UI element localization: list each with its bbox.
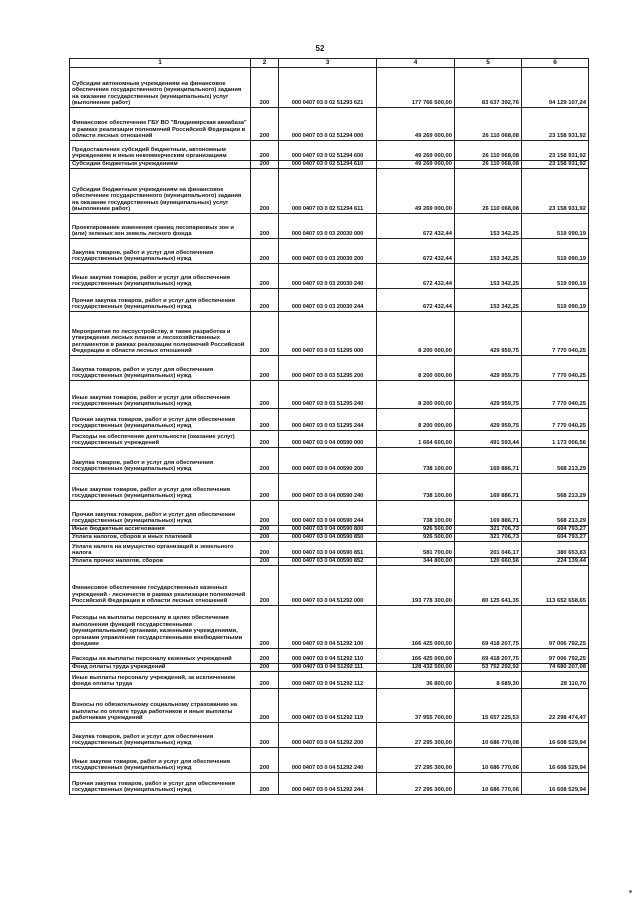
table-row bbox=[70, 649, 589, 664]
row-budget-code: 000 0407 03 0 04 00590 850 bbox=[279, 534, 377, 542]
row-budget-code: 000 0407 03 0 03 51295 000 bbox=[279, 312, 377, 356]
row-approved-amount: 8 200 000,00 bbox=[377, 312, 455, 356]
row-remaining-amount: 23 158 931,92 bbox=[522, 108, 589, 141]
table-row bbox=[70, 108, 589, 141]
row-executed-amount: 429 959,75 bbox=[455, 356, 522, 381]
row-name: Закупка товаров, работ и услуг для обеспечения государственных (муниципальных) нужд bbox=[70, 356, 251, 381]
row-remaining-amount: 22 298 474,47 bbox=[522, 689, 589, 723]
table-row bbox=[70, 558, 589, 566]
row-budget-code: 000 0407 03 0 03 20030 244 bbox=[279, 289, 377, 312]
row-name: Иные бюджетные ассигнования bbox=[70, 526, 251, 534]
row-name: Прочая закупка товаров, работ и услуг для обеспечения государственных (муниципальных) нужд bbox=[70, 501, 251, 526]
row-line-code: 200 bbox=[251, 312, 279, 356]
row-line-code: 200 bbox=[251, 664, 279, 672]
row-executed-amount: 69 418 207,75 bbox=[455, 649, 522, 664]
row-approved-amount: 177 766 500,00 bbox=[377, 68, 455, 108]
row-remaining-amount: 604 793,27 bbox=[522, 534, 589, 542]
table-row bbox=[70, 534, 589, 542]
row-remaining-amount: 74 680 207,08 bbox=[522, 664, 589, 672]
row-budget-code: 000 0407 03 0 04 51292 119 bbox=[279, 689, 377, 723]
row-approved-amount: 27 295 300,00 bbox=[377, 723, 455, 748]
row-approved-amount: 1 664 600,00 bbox=[377, 431, 455, 448]
row-executed-amount: 26 110 068,08 bbox=[455, 161, 522, 169]
row-remaining-amount: 568 213,29 bbox=[522, 501, 589, 526]
row-name: Прочая закупка товаров, работ и услуг для обеспечения государственных (муниципальных) нужд bbox=[70, 409, 251, 431]
row-name: Иные закупки товаров, работ и услуг для обеспечения государственных (муниципальных) нужд bbox=[70, 264, 251, 289]
table-row bbox=[70, 356, 589, 381]
row-line-code: 200 bbox=[251, 141, 279, 161]
row-approved-amount: 738 100,00 bbox=[377, 501, 455, 526]
row-name: Иные закупки товаров, работ и услуг для обеспечения государственных (муниципальных) нужд bbox=[70, 381, 251, 409]
row-approved-amount: 672 432,44 bbox=[377, 214, 455, 239]
row-budget-code: 000 0407 03 0 02 51294 000 bbox=[279, 108, 377, 141]
row-budget-code: 000 0407 03 0 04 51292 112 bbox=[279, 672, 377, 689]
row-executed-amount: 8 689,30 bbox=[455, 672, 522, 689]
row-remaining-amount: 519 090,19 bbox=[522, 289, 589, 312]
row-budget-code: 000 0407 03 0 04 51292 200 bbox=[279, 723, 377, 748]
row-line-code: 200 bbox=[251, 649, 279, 664]
row-executed-amount: 201 046,17 bbox=[455, 542, 522, 558]
row-approved-amount: 36 800,00 bbox=[377, 672, 455, 689]
table-row bbox=[70, 264, 589, 289]
table-header-row bbox=[70, 59, 589, 68]
row-remaining-amount: 23 158 931,92 bbox=[522, 141, 589, 161]
row-executed-amount: 80 125 641,35 bbox=[455, 566, 522, 606]
row-budget-code: 000 0407 03 0 03 51295 244 bbox=[279, 409, 377, 431]
row-executed-amount: 169 886,71 bbox=[455, 474, 522, 501]
row-executed-amount: 53 752 292,92 bbox=[455, 664, 522, 672]
row-remaining-amount: 7 770 040,25 bbox=[522, 381, 589, 409]
row-remaining-amount: 224 139,44 bbox=[522, 558, 589, 566]
row-remaining-amount: 7 770 040,25 bbox=[522, 409, 589, 431]
row-executed-amount: 10 686 770,08 bbox=[455, 723, 522, 748]
row-remaining-amount: 94 129 107,24 bbox=[522, 68, 589, 108]
table-row bbox=[70, 141, 589, 161]
row-line-code: 200 bbox=[251, 672, 279, 689]
row-budget-code: 000 0407 03 0 02 51293 621 bbox=[279, 68, 377, 108]
row-name: Иные закупки товаров, работ и услуг для обеспечения государственных (муниципальных) нужд bbox=[70, 474, 251, 501]
table-row bbox=[70, 542, 589, 558]
table-row bbox=[70, 289, 589, 312]
row-approved-amount: 128 432 500,00 bbox=[377, 664, 455, 672]
row-name: Расходы на обеспечение деятельности (оказание услуг) государственных учреждений bbox=[70, 431, 251, 448]
header-col-5: 5 bbox=[455, 59, 522, 68]
row-line-code: 200 bbox=[251, 108, 279, 141]
row-line-code: 200 bbox=[251, 526, 279, 534]
row-line-code: 200 bbox=[251, 169, 279, 214]
row-line-code: 200 bbox=[251, 773, 279, 795]
row-line-code: 200 bbox=[251, 474, 279, 501]
row-name: Субсидии автономным учреждениям на финансовое обеспечение государственного (муниципального) задания на оказание государственных (муниципальных) услуг (выполнение работ) bbox=[70, 68, 251, 108]
header-col-4: 4 bbox=[377, 59, 455, 68]
row-approved-amount: 49 269 000,00 bbox=[377, 141, 455, 161]
row-line-code: 200 bbox=[251, 214, 279, 239]
table-row bbox=[70, 381, 589, 409]
row-executed-amount: 321 706,73 bbox=[455, 526, 522, 534]
row-executed-amount: 429 959,75 bbox=[455, 312, 522, 356]
table-row bbox=[70, 748, 589, 773]
row-approved-amount: 37 955 700,00 bbox=[377, 689, 455, 723]
row-approved-amount: 738 100,00 bbox=[377, 474, 455, 501]
table-row bbox=[70, 169, 589, 214]
row-name: Финансовое обеспечение государственных казенных учреждений - лесничеств в рамках реализации полномочий Российской Федерации в области лесных отношений bbox=[70, 566, 251, 606]
row-executed-amount: 491 593,44 bbox=[455, 431, 522, 448]
row-executed-amount: 120 660,56 bbox=[455, 558, 522, 566]
row-name: Проектирование изменения границ лесопарковых зон и (или) зеленых зон земель лесного фонда bbox=[70, 214, 251, 239]
row-approved-amount: 738 100,00 bbox=[377, 448, 455, 474]
row-line-code: 200 bbox=[251, 542, 279, 558]
row-remaining-amount: 16 608 529,94 bbox=[522, 723, 589, 748]
row-approved-amount: 8 200 000,00 bbox=[377, 356, 455, 381]
row-budget-code: 000 0407 03 0 04 00590 240 bbox=[279, 474, 377, 501]
row-approved-amount: 926 500,00 bbox=[377, 526, 455, 534]
row-executed-amount: 153 342,25 bbox=[455, 264, 522, 289]
header-col-6: 6 bbox=[522, 59, 589, 68]
row-executed-amount: 10 686 770,06 bbox=[455, 748, 522, 773]
row-name: Прочая закупка товаров, работ и услуг для обеспечения государственных (муниципальных) нужд bbox=[70, 289, 251, 312]
row-remaining-amount: 113 652 658,65 bbox=[522, 566, 589, 606]
row-line-code: 200 bbox=[251, 723, 279, 748]
scan-dot bbox=[629, 890, 632, 893]
row-remaining-amount: 16 608 529,94 bbox=[522, 773, 589, 795]
row-line-code: 200 bbox=[251, 689, 279, 723]
table-row bbox=[70, 448, 589, 474]
header-col-1: 1 bbox=[70, 59, 251, 68]
header-col-3: 3 bbox=[279, 59, 377, 68]
row-line-code: 200 bbox=[251, 289, 279, 312]
row-remaining-amount: 519 090,19 bbox=[522, 239, 589, 264]
row-executed-amount: 69 418 207,75 bbox=[455, 606, 522, 649]
row-approved-amount: 166 425 000,00 bbox=[377, 649, 455, 664]
row-remaining-amount: 519 090,19 bbox=[522, 264, 589, 289]
row-remaining-amount: 604 793,27 bbox=[522, 526, 589, 534]
row-line-code: 200 bbox=[251, 501, 279, 526]
row-name: Фонд оплаты труда учреждений bbox=[70, 664, 251, 672]
row-name: Расходы на выплаты персоналу казенных учреждений bbox=[70, 649, 251, 664]
row-line-code: 200 bbox=[251, 68, 279, 108]
row-budget-code: 000 0407 03 0 04 51292 110 bbox=[279, 649, 377, 664]
row-executed-amount: 26 110 068,08 bbox=[455, 169, 522, 214]
row-executed-amount: 10 686 770,06 bbox=[455, 773, 522, 795]
row-approved-amount: 581 700,00 bbox=[377, 542, 455, 558]
table-row bbox=[70, 672, 589, 689]
table-row bbox=[70, 501, 589, 526]
row-approved-amount: 8 200 000,00 bbox=[377, 381, 455, 409]
table-row bbox=[70, 566, 589, 606]
row-remaining-amount: 97 006 792,25 bbox=[522, 606, 589, 649]
table-row bbox=[70, 664, 589, 672]
row-name: Мероприятия по лесоустройству, в также разработка и утверждение лесных планов и лесохозяйственных регламентов в рамках реализации полномочий Российской Федерации в области лесных отношений bbox=[70, 312, 251, 356]
row-remaining-amount: 97 006 792,25 bbox=[522, 649, 589, 664]
row-executed-amount: 83 637 392,76 bbox=[455, 68, 522, 108]
row-budget-code: 000 0407 03 0 04 00590 000 bbox=[279, 431, 377, 448]
row-approved-amount: 49 269 000,00 bbox=[377, 108, 455, 141]
row-executed-amount: 169 886,71 bbox=[455, 501, 522, 526]
row-budget-code: 000 0407 03 0 03 20030 200 bbox=[279, 239, 377, 264]
row-remaining-amount: 23 158 931,92 bbox=[522, 161, 589, 169]
row-budget-code: 000 0407 03 0 04 51292 240 bbox=[279, 748, 377, 773]
row-approved-amount: 672 432,44 bbox=[377, 264, 455, 289]
row-approved-amount: 8 200 000,00 bbox=[377, 409, 455, 431]
row-name: Иные закупки товаров, работ и услуг для обеспечения государственных (муниципальных) нужд bbox=[70, 748, 251, 773]
table-row bbox=[70, 161, 589, 169]
row-remaining-amount: 568 213,29 bbox=[522, 474, 589, 501]
table-row bbox=[70, 474, 589, 501]
row-budget-code: 000 0407 03 0 04 00590 852 bbox=[279, 558, 377, 566]
row-remaining-amount: 568 213,29 bbox=[522, 448, 589, 474]
row-budget-code: 000 0407 03 0 02 51294 611 bbox=[279, 169, 377, 214]
row-executed-amount: 153 342,25 bbox=[455, 214, 522, 239]
row-approved-amount: 49 269 000,00 bbox=[377, 169, 455, 214]
row-budget-code: 000 0407 03 0 03 51295 200 bbox=[279, 356, 377, 381]
table-row bbox=[70, 214, 589, 239]
row-line-code: 200 bbox=[251, 264, 279, 289]
row-name: Предоставление субсидий бюджетным, автономным учреждениям и иным некоммерческим организациям bbox=[70, 141, 251, 161]
row-line-code: 200 bbox=[251, 606, 279, 649]
row-budget-code: 000 0407 03 0 04 51292 100 bbox=[279, 606, 377, 649]
row-line-code: 200 bbox=[251, 161, 279, 169]
row-budget-code: 000 0407 03 0 04 00590 244 bbox=[279, 501, 377, 526]
row-budget-code: 000 0407 03 0 02 51294 600 bbox=[279, 141, 377, 161]
row-remaining-amount: 16 608 529,94 bbox=[522, 748, 589, 773]
row-budget-code: 000 0407 03 0 03 51295 240 bbox=[279, 381, 377, 409]
row-executed-amount: 429 959,75 bbox=[455, 381, 522, 409]
table-row bbox=[70, 689, 589, 723]
row-name: Закупка товаров, работ и услуг для обеспечения государственных (муниципальных) нужд bbox=[70, 448, 251, 474]
row-approved-amount: 27 295 300,00 bbox=[377, 748, 455, 773]
table-row bbox=[70, 409, 589, 431]
row-budget-code: 000 0407 03 0 04 00590 200 bbox=[279, 448, 377, 474]
row-approved-amount: 926 500,00 bbox=[377, 534, 455, 542]
table-row bbox=[70, 773, 589, 795]
row-remaining-amount: 1 173 006,56 bbox=[522, 431, 589, 448]
row-approved-amount: 49 269 000,00 bbox=[377, 161, 455, 169]
row-executed-amount: 26 110 068,08 bbox=[455, 141, 522, 161]
row-executed-amount: 153 342,25 bbox=[455, 289, 522, 312]
table-row bbox=[70, 312, 589, 356]
row-line-code: 200 bbox=[251, 409, 279, 431]
row-name: Уплата прочих налогов, сборов bbox=[70, 558, 251, 566]
row-name: Закупка товаров, работ и услуг для обеспечения государственных (муниципальных) нужд bbox=[70, 239, 251, 264]
row-executed-amount: 429 959,75 bbox=[455, 409, 522, 431]
row-budget-code: 000 0407 03 0 02 51294 610 bbox=[279, 161, 377, 169]
row-approved-amount: 344 800,00 bbox=[377, 558, 455, 566]
row-budget-code: 000 0407 03 0 03 20030 000 bbox=[279, 214, 377, 239]
row-line-code: 200 bbox=[251, 356, 279, 381]
table-row bbox=[70, 606, 589, 649]
row-line-code: 200 bbox=[251, 566, 279, 606]
row-approved-amount: 166 425 000,00 bbox=[377, 606, 455, 649]
row-remaining-amount: 380 653,83 bbox=[522, 542, 589, 558]
row-executed-amount: 169 886,71 bbox=[455, 448, 522, 474]
row-line-code: 200 bbox=[251, 381, 279, 409]
row-name: Субсидии бюджетным учреждениям на финансовое обеспечение государственного (муниципального) задания на оказание государственных (муниципальных) услуг (выполнение работ) bbox=[70, 169, 251, 214]
row-name: Расходы на выплаты персоналу в целях обеспечения выполнения функций государственными (муниципальными) органами, казенными учреждениями, органами управления государственными внебюджетными фондами bbox=[70, 606, 251, 649]
row-name: Закупка товаров, работ и услуг для обеспечения государственных (муниципальных) нужд bbox=[70, 723, 251, 748]
row-name: Прочая закупка товаров, работ и услуг для обеспечения государственных (муниципальных) нужд bbox=[70, 773, 251, 795]
row-name: Уплата налога на имущество организаций и земельного налога bbox=[70, 542, 251, 558]
row-name: Взносы по обязательному социальному страхованию на выплаты по оплате труда работников и иные выплаты работникам учреждений bbox=[70, 689, 251, 723]
row-name: Уплата налогов, сборов и иных платежей bbox=[70, 534, 251, 542]
row-approved-amount: 27 295 300,00 bbox=[377, 773, 455, 795]
row-budget-code: 000 0407 03 0 04 51292 000 bbox=[279, 566, 377, 606]
table-row bbox=[70, 239, 589, 264]
row-remaining-amount: 28 110,70 bbox=[522, 672, 589, 689]
row-name: Иные выплаты персоналу учреждений, за исключением фонда оплаты труда bbox=[70, 672, 251, 689]
row-approved-amount: 672 432,44 bbox=[377, 289, 455, 312]
row-approved-amount: 193 778 300,00 bbox=[377, 566, 455, 606]
row-executed-amount: 153 342,25 bbox=[455, 239, 522, 264]
row-budget-code: 000 0407 03 0 04 51292 111 bbox=[279, 664, 377, 672]
table-row bbox=[70, 68, 589, 108]
row-name: Финансовое обеспечение ГБУ ВО "Владимирская авиабаза" в рамках реализации полномочий Российской Федерации в области лесных отношений bbox=[70, 108, 251, 141]
table-row bbox=[70, 526, 589, 534]
row-remaining-amount: 519 090,19 bbox=[522, 214, 589, 239]
row-approved-amount: 672 432,44 bbox=[377, 239, 455, 264]
row-executed-amount: 26 110 068,08 bbox=[455, 108, 522, 141]
row-budget-code: 000 0407 03 0 04 51292 244 bbox=[279, 773, 377, 795]
row-budget-code: 000 0407 03 0 03 20030 240 bbox=[279, 264, 377, 289]
budget-execution-table bbox=[69, 58, 589, 795]
table-row bbox=[70, 723, 589, 748]
row-name: Субсидии бюджетным учреждениям bbox=[70, 161, 251, 169]
row-budget-code: 000 0407 03 0 04 00590 851 bbox=[279, 542, 377, 558]
row-executed-amount: 321 706,73 bbox=[455, 534, 522, 542]
row-executed-amount: 15 657 225,53 bbox=[455, 689, 522, 723]
row-line-code: 200 bbox=[251, 558, 279, 566]
row-remaining-amount: 23 158 931,92 bbox=[522, 169, 589, 214]
page-number: 52 bbox=[315, 44, 325, 53]
table-row bbox=[70, 431, 589, 448]
row-remaining-amount: 7 770 040,25 bbox=[522, 356, 589, 381]
row-line-code: 200 bbox=[251, 448, 279, 474]
row-line-code: 200 bbox=[251, 239, 279, 264]
row-remaining-amount: 7 770 040,25 bbox=[522, 312, 589, 356]
row-line-code: 200 bbox=[251, 431, 279, 448]
header-col-2: 2 bbox=[251, 59, 279, 68]
row-line-code: 200 bbox=[251, 748, 279, 773]
row-line-code: 200 bbox=[251, 534, 279, 542]
row-budget-code: 000 0407 03 0 04 00590 800 bbox=[279, 526, 377, 534]
